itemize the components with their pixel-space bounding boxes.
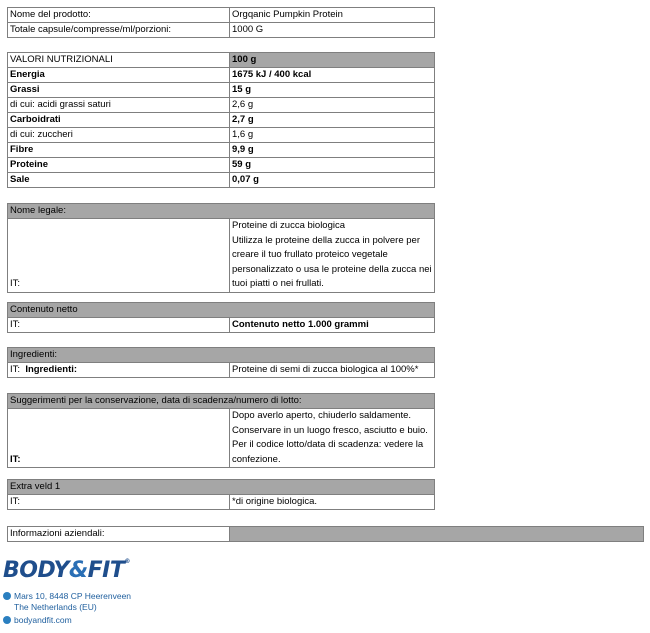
nutrition-label: Proteine <box>8 158 230 173</box>
product-total-row <box>8 23 435 38</box>
ingredients-row <box>8 363 435 378</box>
product-name-value: Orgqanic Pumpkin Protein <box>230 8 435 23</box>
registered-mark: ® <box>124 558 130 565</box>
nutrition-row <box>8 158 435 173</box>
extra-lang: IT: <box>8 495 230 510</box>
nutrition-row <box>8 98 435 113</box>
logo-ampersand: & <box>68 558 88 583</box>
legal-name-header: Nome legale: <box>8 204 435 219</box>
location-pin-icon <box>3 592 11 600</box>
extra-row <box>8 495 435 510</box>
ingredients-header: Ingredienti: <box>8 348 435 363</box>
nutrition-value: 1675 kJ / 400 kcal <box>230 68 435 83</box>
legal-name-text <box>230 219 435 293</box>
storage-lang: IT: <box>8 409 230 468</box>
brand-address-line2: The Netherlands (EU) <box>14 602 97 612</box>
nutrition-value: 15 g <box>230 83 435 98</box>
nutrition-row <box>8 173 435 188</box>
nutrition-table <box>7 52 435 188</box>
product-total-value: 1000 G <box>230 23 435 38</box>
nutrition-value: 9,9 g <box>230 143 435 158</box>
nutrition-value: 1,6 g <box>230 128 435 143</box>
nutrition-row <box>8 128 435 143</box>
storage-line: Conservare in un luogo fresco, asciutto e buio. <box>232 424 428 436</box>
brand-block <box>3 558 132 625</box>
storage-line: Per il codice lotto/data di scadenza: vedere la <box>232 439 424 450</box>
legal-line: creare il tuo frullato proteico vegetale <box>232 249 388 260</box>
storage-row <box>8 409 435 468</box>
legal-line: tuoi piatti o nei frullati. <box>232 278 324 289</box>
storage-table <box>7 393 435 468</box>
storage-header: Suggerimenti per la conservazione, data di scadenza/numero di lotto: <box>8 394 435 409</box>
legal-name-row <box>8 219 435 293</box>
logo-text-fit: FIT <box>87 558 125 583</box>
nutrition-header-row <box>8 53 435 68</box>
extra-table <box>7 479 435 510</box>
nutrition-value: 0,07 g <box>230 173 435 188</box>
company-table <box>7 526 644 542</box>
nutrition-label: Sale <box>8 173 230 188</box>
legal-line: Proteine di zucca biologica <box>232 220 346 231</box>
nutrition-label: Fibre <box>8 143 230 158</box>
extra-header-row <box>8 480 435 495</box>
legal-name-table <box>7 203 435 293</box>
brand-address-line1 <box>3 591 131 602</box>
ingredients-lang-cell <box>8 363 230 378</box>
nutrition-header-label: VALORI NUTRIZIONALI <box>8 53 230 68</box>
product-name-label: Nome del prodotto: <box>8 8 230 23</box>
nutrition-label: Grassi <box>8 83 230 98</box>
net-content-header: Contenuto netto <box>8 303 435 318</box>
nutrition-row <box>8 83 435 98</box>
storage-line: confezione. <box>232 453 281 465</box>
ingredients-label: Ingredienti: <box>25 364 78 375</box>
storage-header-row <box>8 394 435 409</box>
legal-line: personalizzato o usa le proteine della zucca nei <box>232 263 432 275</box>
nutrition-value: 2,6 g <box>230 98 435 113</box>
ingredients-lang: IT: <box>10 364 21 375</box>
brand-website[interactable] <box>3 615 72 626</box>
company-value-cell <box>230 527 644 542</box>
storage-line: Dopo averlo aperto, chiuderlo saldamente. <box>232 410 412 421</box>
ingredients-value: Proteine di semi di zucca biologica al 100%* <box>230 363 435 378</box>
nutrition-label: di cui: acidi grassi saturi <box>8 98 230 113</box>
globe-icon <box>3 616 11 624</box>
product-name-row <box>8 8 435 23</box>
nutrition-label: Energia <box>8 68 230 83</box>
nutrition-header-value: 100 g <box>230 53 435 68</box>
net-content-header-row <box>8 303 435 318</box>
net-content-table <box>7 302 435 333</box>
nutrition-value: 2,7 g <box>230 113 435 128</box>
ingredients-header-row <box>8 348 435 363</box>
nutrition-value: 59 g <box>230 158 435 173</box>
nutrition-label: di cui: zuccheri <box>8 128 230 143</box>
storage-text <box>230 409 435 468</box>
net-content-value: Contenuto netto 1.000 grammi <box>230 318 435 333</box>
product-total-label: Totale capsule/compresse/ml/porzioni: <box>8 23 230 38</box>
ingredients-table <box>7 347 435 378</box>
company-header: Informazioni aziendali: <box>8 527 230 542</box>
website-text[interactable]: bodyandfit.com <box>14 615 72 625</box>
extra-value: *di origine biologica. <box>230 495 435 510</box>
legal-line: Utilizza le proteine della zucca in polvere per <box>232 234 420 246</box>
legal-name-header-row <box>8 204 435 219</box>
nutrition-row <box>8 143 435 158</box>
brand-logo <box>3 558 130 583</box>
nutrition-row <box>8 68 435 83</box>
product-table <box>7 7 435 38</box>
extra-header: Extra veld 1 <box>8 480 435 495</box>
address-line1-text: Mars 10, 8448 CP Heerenveen <box>14 591 132 601</box>
net-content-lang: IT: <box>8 318 230 333</box>
nutrition-label: Carboidrati <box>8 113 230 128</box>
net-content-row <box>8 318 435 333</box>
legal-name-lang: IT: <box>8 219 230 293</box>
nutrition-row <box>8 113 435 128</box>
company-header-row <box>8 527 644 542</box>
logo-text-body: BODY <box>3 558 69 583</box>
